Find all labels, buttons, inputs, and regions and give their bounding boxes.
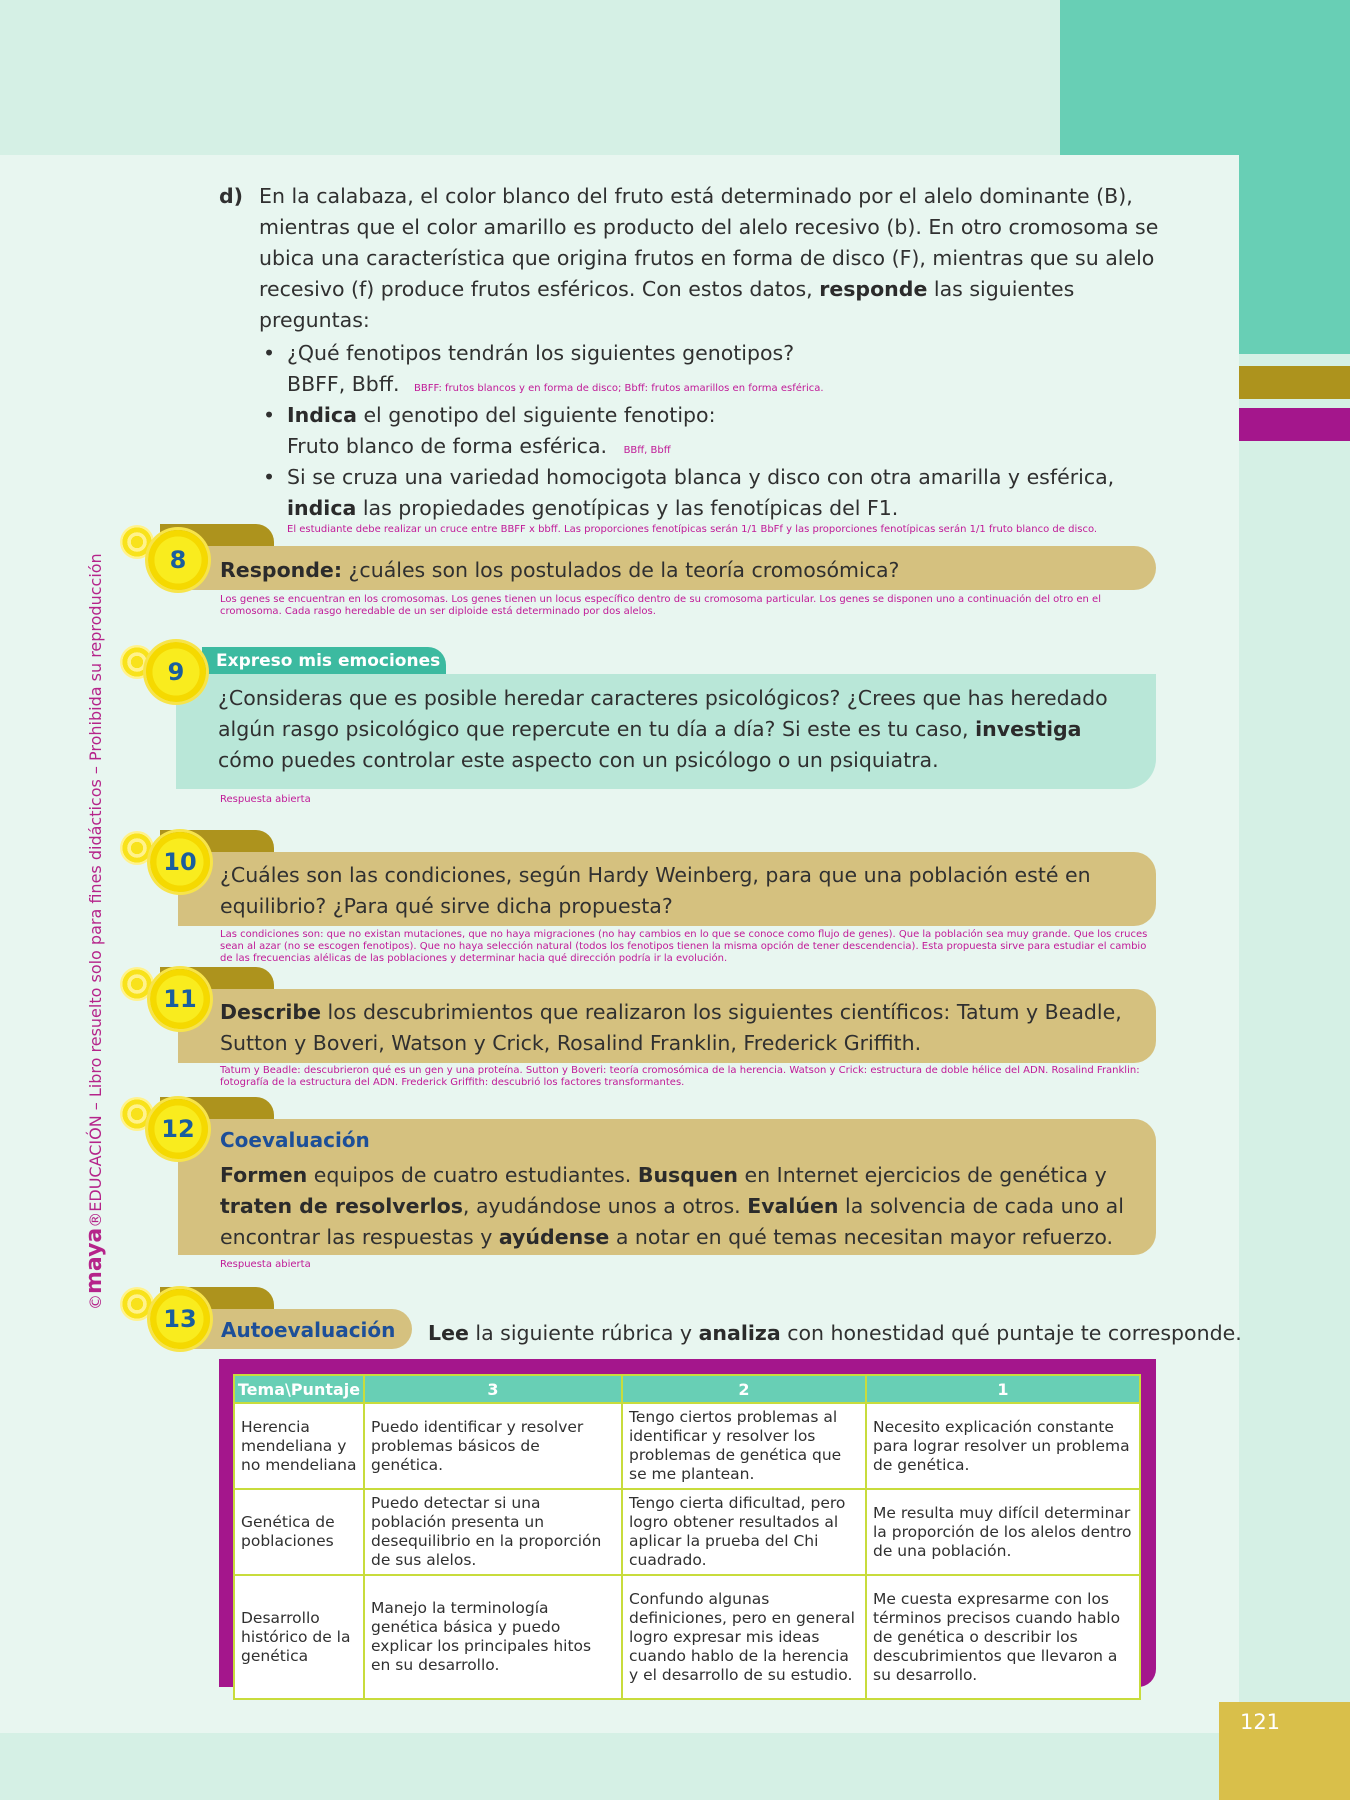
q13-bold-2: analiza [698,1321,781,1345]
bullet-2-text: el genotipo del siguiente fenotipo: [356,403,716,427]
q9-answer: Respuesta abierta [220,794,311,805]
rubric-header-cell: 2 [622,1375,866,1403]
rubric-topic-cell: Genética de poblaciones [234,1489,364,1575]
rubric-cell: Puedo identificar y resolver problemas básicos de genética. [364,1403,622,1489]
q11-number-badge: 11 [150,969,210,1029]
q8-question [220,555,1150,586]
q12-text-3: , ayudándose unos a otros. [462,1194,748,1218]
table-row [234,1403,1140,1489]
q11-swirl-icon [120,967,154,1001]
bullet-3-bold: indica [287,496,357,520]
q12-text-2: en Internet ejercicios de genética y [738,1163,1107,1187]
bullet-3-answer: El estudiante debe realizar un cruce entre BBFF x bbff. Las proporciones fenotípicas serán 1/1 BbFf y las proporciones fenotípicas serán 1/1 fruto blanco de disco. [287,524,1098,535]
q12-bold-4: Evalúen [747,1194,839,1218]
q12-bold-2: Busquen [637,1163,739,1187]
q13-text-1: la siguiente rúbrica y [468,1321,699,1345]
q12-text-5: a notar en qué temas necesitan mayor refuerzo. [609,1225,1114,1249]
rubric-cell: Me resulta muy difícil determinar la proporción de los alelos dentro de una población. [866,1489,1140,1575]
q9-text2: cómo puedes controlar este aspecto con un psicólogo o un psiquiatra. [218,748,939,772]
q9-number-badge: 9 [146,642,206,702]
rubric-cell: Me cuesta expresarme con los términos precisos cuando hablo de genética o describir los descubrimientos que llevaron a su desarrollo. [866,1575,1140,1699]
q9-tab: Expreso mis emociones [202,647,446,675]
copyright-side-label [82,553,107,1310]
item-d [219,181,1159,536]
q13-bold-1: Lee [428,1321,469,1345]
q13-title: Autoevaluación [221,1318,396,1342]
bullet-2 [259,400,1159,462]
rubric-cell: Tengo ciertos problemas al identificar y resolver los problemas de genética que se me plantean. [622,1403,866,1489]
q8-number-badge: 8 [148,530,208,590]
q9-bold: investiga [975,717,1082,741]
q12-bold-5: ayúdense [498,1225,610,1249]
side-label-text: ®EDUCACIÓN – Libro resuelto solo para fines didácticos – Prohibida su reproducción [86,553,105,1228]
rubric-header-row [234,1375,1140,1403]
q12-bold-3: traten de resolverlos [220,1194,463,1218]
rubric-header-cell: 1 [866,1375,1140,1403]
rubric-header-cell: 3 [364,1375,622,1403]
magenta-side-strip [1239,408,1350,441]
bullet-2-phenotype: Fruto blanco de forma esférica. [287,434,608,458]
item-d-text: En la calabaza, el color blanco del fruto está determinado por el alelo dominante (B), mientras que el color amarillo es producto del alelo recesivo (b). En otro cromosoma se ubica una característica que origina frutos en forma de disco (F), mientras que su alelo recesivo (f) produce frutos esféricos. Con estos datos, [259,184,1159,301]
bullet-1-text: ¿Qué fenotipos tendrán los siguientes genotipos? [287,341,795,365]
bullet-3-text2: las propiedades genotípicas y las fenotípicas del F1. [356,496,899,520]
q13-instruction [428,1318,1242,1349]
bullet-1-genotypes: BBFF, Bbff. [287,372,400,396]
q10-swirl-icon [120,831,154,865]
table-row [234,1489,1140,1575]
q9-text: ¿Consideras que es posible heredar caracteres psicológicos? ¿Crees que has heredado algún rasgo psicológico que repercute en tu día a día? Si este es tu caso, [218,686,1108,741]
item-d-letter: d) [219,184,244,208]
q8-answer: Los genes se encuentran en los cromosomas. Los genes tienen un locus específico dentro de su cromosoma particular. Los genes se disponen uno a continuación del otro en el cromosoma. Cada rasgo heredable de un ser diploide está determinado por dos alelos. [220,594,1101,617]
q13-text-2: con honestidad qué puntaje te corresponde. [780,1321,1242,1345]
q12-number-badge: 12 [148,1099,208,1159]
brand-logo-text: maya [82,1227,107,1294]
item-d-bullets [259,338,1159,536]
rubric-header-cell: Tema\Puntaje [234,1375,364,1403]
bullet-2-bold: Indica [287,403,357,427]
bullet-1-answer: BBFF: frutos blancos y en forma de disco; Bbff: frutos amarillos en forma esférica. [414,383,824,394]
page-number: 121 [1239,1710,1281,1734]
q12-title: Coevaluación [220,1128,370,1152]
rubric-cell: Manejo la terminología genética básica y puedo explicar los principales hitos en su desarrollo. [364,1575,622,1699]
bullet-1 [259,338,1159,400]
bullet-3 [259,462,1159,536]
q12-answer: Respuesta abierta [220,1259,311,1270]
rubric-cell: Confundo algunas definiciones, pero en general logro expresar mis ideas cuando hablo de la herencia y el desarrollo de su estudio. [622,1575,866,1699]
gold-side-strip [1239,366,1350,399]
q11-bold: Describe [220,1000,321,1024]
q8-text: ¿cuáles son los postulados de la teoría cromosómica? [342,558,900,582]
q11-answer: Tatum y Beadle: descubrieron qué es un gen y una proteína. Sutton y Boveri: teoría cromosómica de la herencia. Watson y Crick: estructura de doble hélice del ADN. Rosalind Franklin: fotografía de la estructura del ADN. Frederick Griffith: descubrió los factores transformantes. [220,1065,1140,1088]
q11-text: los descubrimientos que realizaron los siguientes científicos: Tatum y Beadle, Sutton y Boveri, Watson y Crick, Rosalind Franklin, Frederick Griffith. [220,1000,1122,1055]
q12-text-1: equipos de cuatro estudiantes. [307,1163,638,1187]
rubric-cell: Puedo detectar si una población presenta un desequilibrio en la proporción de sus alelos. [364,1489,622,1575]
q10-answer: Las condiciones son: que no existan mutaciones, que no haya migraciones (no hay cambios en lo que se conoce como flujo de genes). Que la población sea muy grande. Que los cruces sean al azar (no se escogen fenotipos). Que no haya selección natural (todos los fenotipos tienen la misma opción de tener descendencia). Esta propuesta sirve para estudiar el cambio de las frecuencias alélicas de las poblaciones y determinar hacia qué dirección podría ir la evolución. [220,929,1148,964]
rubric-topic-cell: Herencia mendeliana y no mendeliana [234,1403,364,1489]
item-d-text2: las siguientes preguntas: [259,277,1075,332]
item-d-statement [259,181,1159,536]
q10-number-badge: 10 [150,832,210,892]
rubric-table [233,1374,1141,1700]
rubric-cell: Necesito explicación constante para lograr resolver un problema de genética. [866,1403,1140,1489]
copyright-symbol: © [86,1294,105,1310]
bullet-2-answer: BBff, Bbff [623,445,671,456]
q13-swirl-icon [120,1287,154,1321]
q12-text-4: la solvencia de cada uno al encontrar las respuestas y [220,1194,1124,1249]
table-row [234,1575,1140,1699]
bullet-3-text: Si se cruza una variedad homocigota blanca y disco con otra amarilla y esférica, [287,465,1115,489]
q12-bold-1: Formen [220,1163,308,1187]
rubric-topic-cell: Desarrollo histórico de la genética [234,1575,364,1699]
q10-question: ¿Cuáles son las condiciones, según Hardy Weinberg, para que una población esté en equilibrio? ¿Para qué sirve dicha propuesta? [220,863,1091,918]
item-d-bold: responde [819,277,928,301]
q9-question [218,683,1138,776]
q11-question [220,997,1150,1059]
q12-text [220,1160,1150,1253]
q13-number-badge: 13 [150,1289,210,1349]
q8-bold: Responde: [220,558,343,582]
rubric-cell: Tengo cierta dificultad, pero logro obtener resultados al aplicar la prueba del Chi cuadrado. [622,1489,866,1575]
